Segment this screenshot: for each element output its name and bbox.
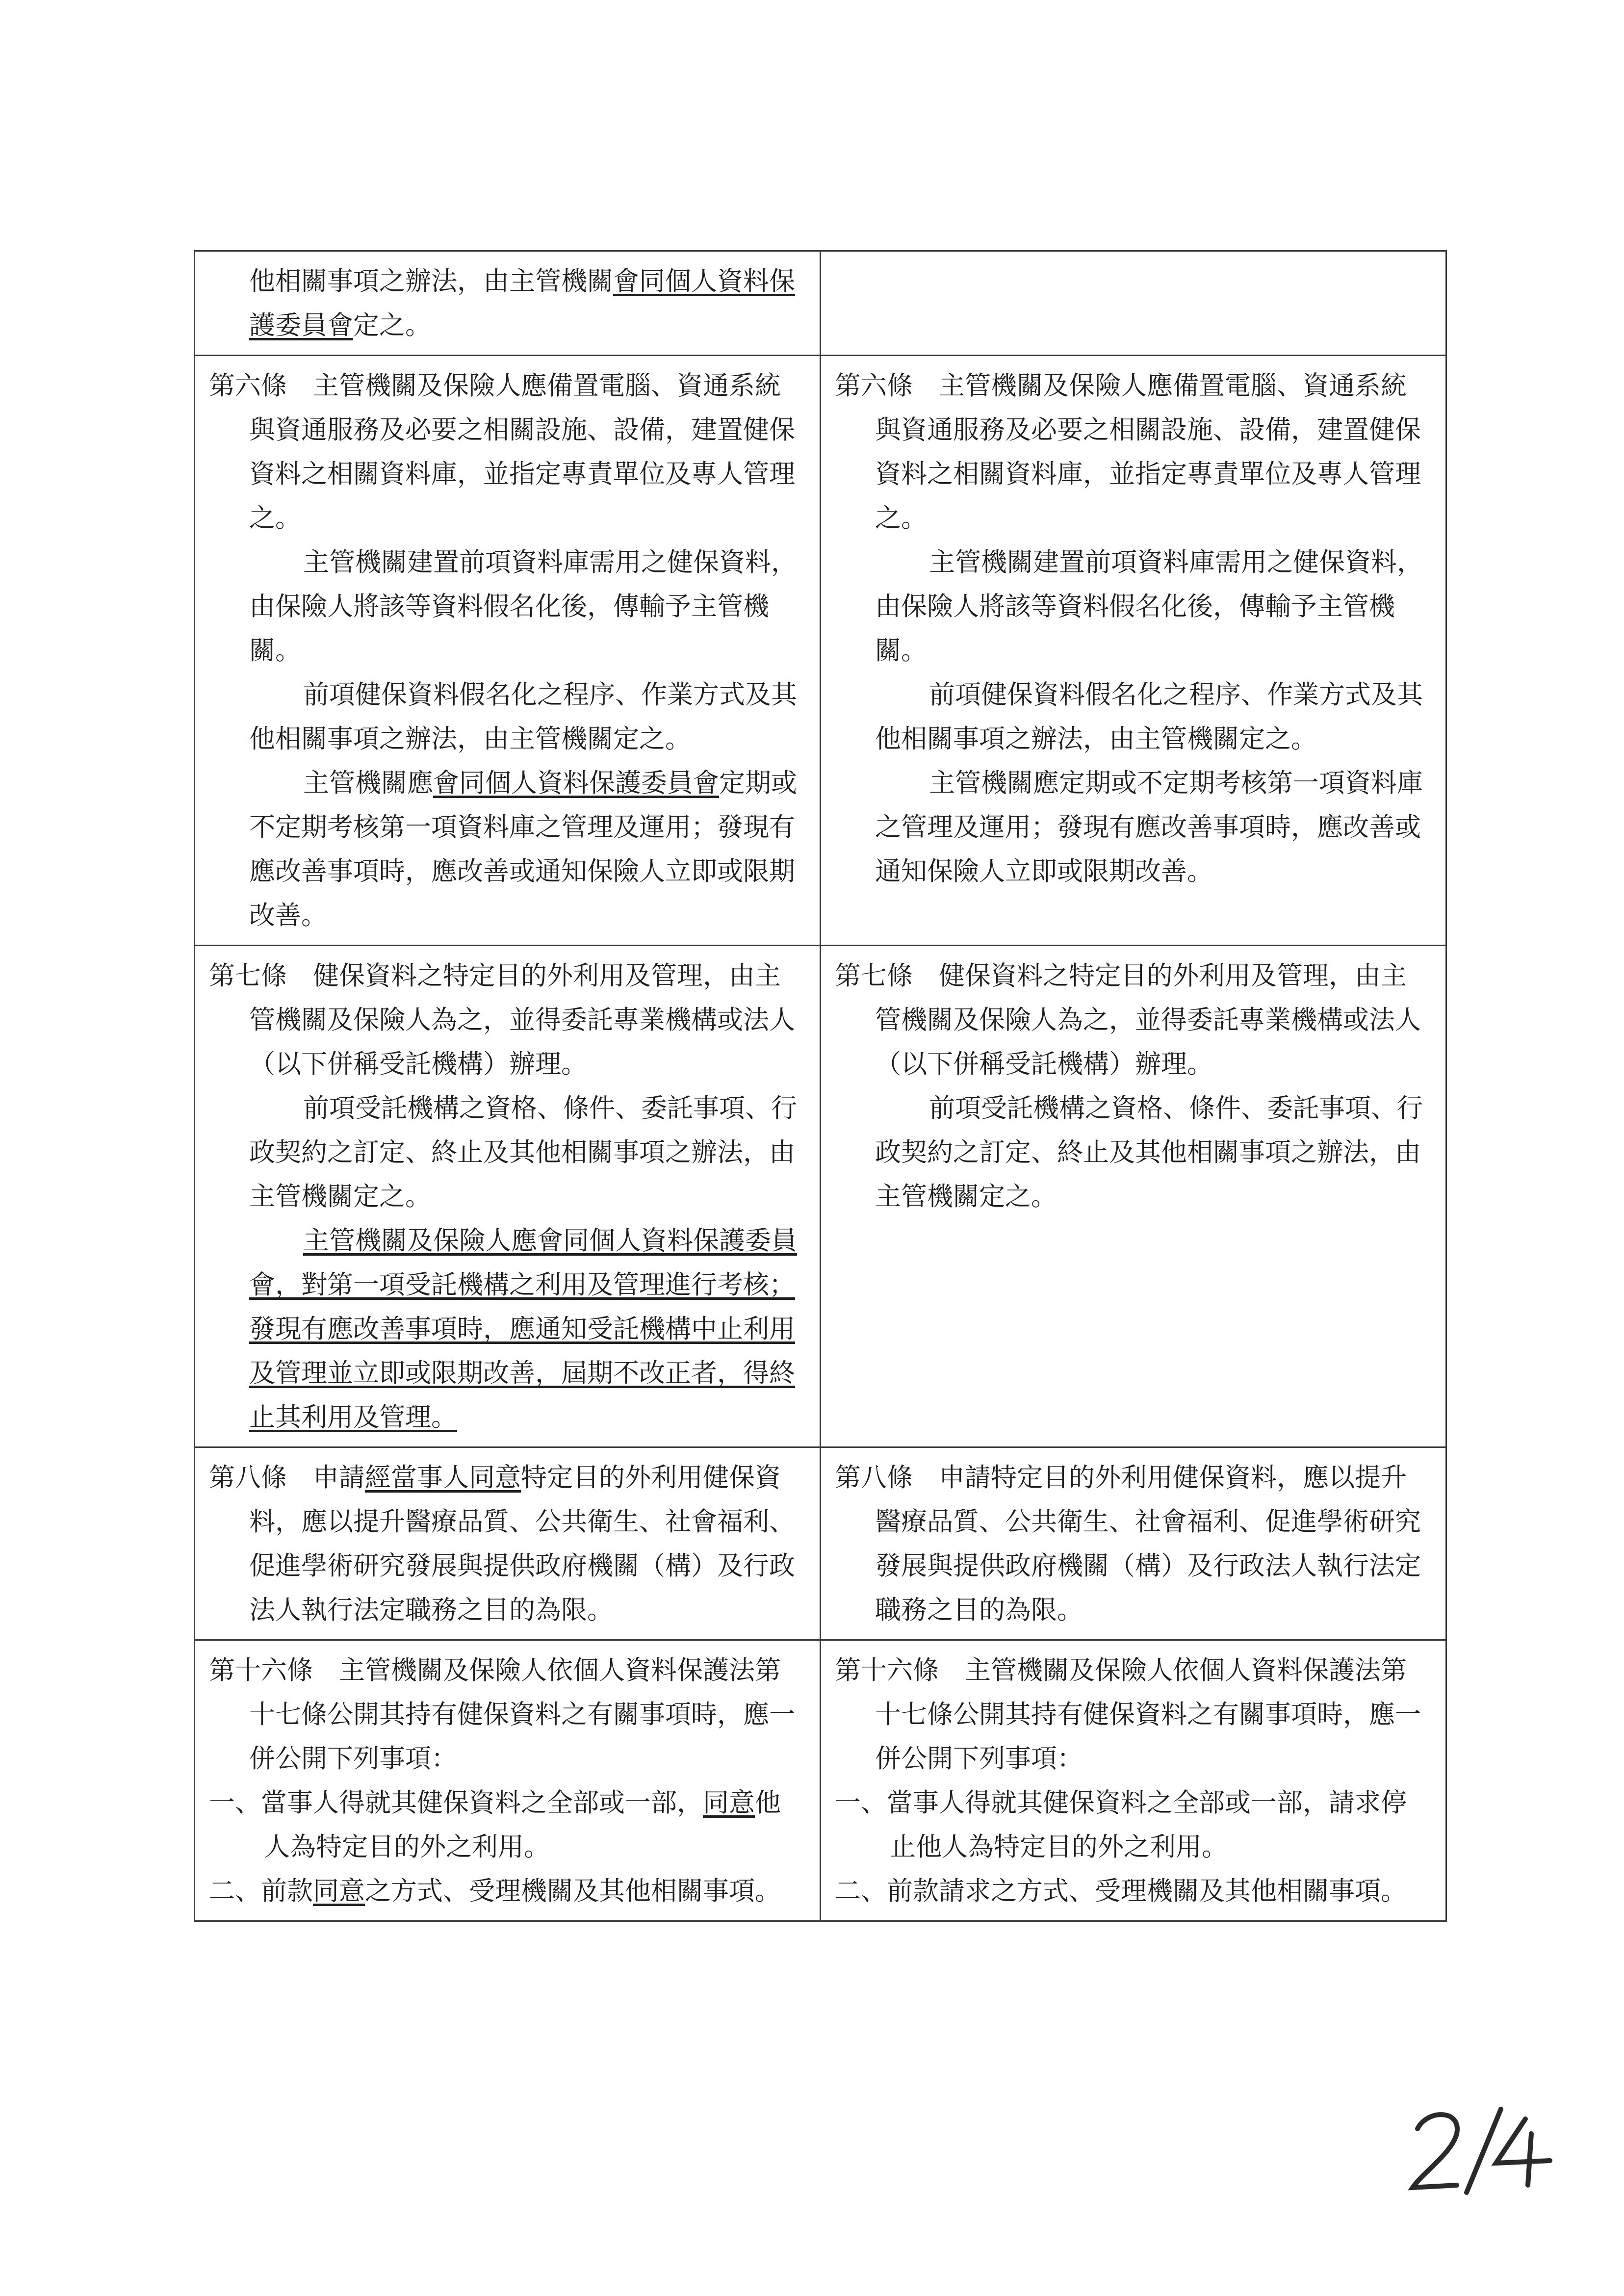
table-row [195, 251, 1446, 356]
handwritten-page-number [1403, 2099, 1560, 2197]
amended-text-cell [195, 356, 821, 946]
paragraph: 主管機關應會同個人資料保護委員會定期或不定期考核第一項資料庫之管理及運用；發現有應改善事項時，應改善或通知保險人立即或限期改善。 [249, 768, 797, 930]
article-heading-paragraph: 第六條 主管機關及保險人應備置電腦、資通系統與資通服務及必要之相關設施、設備，建置健保資料之相關資料庫，並指定專責單位及專人管理之。 [209, 371, 795, 533]
paragraph: 主管機關應定期或不定期考核第一項資料庫之管理及運用；發現有應改善事項時，應改善或通知保險人立即或限期改善。 [875, 768, 1423, 886]
page-number-glyphs [1403, 2099, 1560, 2197]
list-item: 一、當事人得就其健保資料之全部或一部，同意他人為特定目的外之利用。 [209, 1788, 781, 1862]
current-text-cell [821, 251, 1446, 356]
list-item: 一、當事人得就其健保資料之全部或一部，請求停止他人為特定目的外之利用。 [835, 1788, 1407, 1862]
table-row [195, 1640, 1446, 1921]
article-heading-paragraph: 第十六條 主管機關及保險人依個人資料保護法第十七條公開其持有健保資料之有關事項時，應一併公開下列事項： [209, 1655, 795, 1774]
paragraph: 前項健保資料假名化之程序、作業方式及其他相關事項之辦法，由主管機關定之。 [249, 680, 797, 754]
paragraph: 主管機關及保險人應會同個人資料保護委員會，對第一項受託機構之利用及管理進行考核；發現有應改善事項時，應通知受託機構中止利用及管理並立即或限期改善，屆期不改正者，得終止其利用及管理。 [249, 1226, 797, 1432]
table-row [195, 946, 1446, 1447]
amended-text-cell [195, 251, 821, 356]
article-heading-paragraph: 第十六條 主管機關及保險人依個人資料保護法第十七條公開其持有健保資料之有關事項時，應一併公開下列事項： [835, 1655, 1421, 1774]
current-text-cell [821, 1447, 1446, 1640]
list-item: 二、前款請求之方式、受理機關及其他相關事項。 [835, 1876, 1407, 1906]
amended-text-cell [195, 1447, 821, 1640]
amended-text-cell [195, 946, 821, 1447]
paragraph: 主管機關建置前項資料庫需用之健保資料，由保險人將該等資料假名化後，傳輸予主管機關。 [875, 547, 1423, 666]
current-text-cell [821, 1640, 1446, 1921]
article-heading-paragraph: 第八條 申請特定目的外利用健保資料，應以提升醫療品質、公共衛生、社會福利、促進學術研究發展與提供政府機關（構）及行政法人執行法定職務之目的為限。 [835, 1463, 1421, 1625]
table-row [195, 356, 1446, 946]
article-heading-paragraph: 第七條 健保資料之特定目的外利用及管理，由主管機關及保險人為之，並得委託專業機構或法人（以下併稱受託機構）辦理。 [835, 961, 1421, 1079]
article-heading-paragraph: 第六條 主管機關及保險人應備置電腦、資通系統與資通服務及必要之相關設施、設備，建置健保資料之相關資料庫，並指定專責單位及專人管理之。 [835, 371, 1421, 533]
current-text-cell [821, 356, 1446, 946]
article-heading-paragraph: 第八條 申請經當事人同意特定目的外利用健保資料，應以提升醫療品質、公共衛生、社會福利、促進學術研究發展與提供政府機關（構）及行政法人執行法定職務之目的為限。 [209, 1463, 795, 1625]
article-heading-paragraph: 第七條 健保資料之特定目的外利用及管理，由主管機關及保險人為之，並得委託專業機構或法人（以下併稱受託機構）辦理。 [209, 961, 795, 1079]
paragraph: 他相關事項之辦法，由主管機關會同個人資料保護委員會定之。 [249, 266, 795, 340]
comparison-table [194, 250, 1447, 1922]
paragraph: 前項健保資料假名化之程序、作業方式及其他相關事項之辦法，由主管機關定之。 [875, 680, 1423, 754]
paragraph: 前項受託機構之資格、條件、委託事項、行政契約之訂定、終止及其他相關事項之辦法，由主管機關定之。 [249, 1093, 797, 1212]
current-text-cell [821, 946, 1446, 1447]
amended-text-cell [195, 1640, 821, 1921]
paragraph: 前項受託機構之資格、條件、委託事項、行政契約之訂定、終止及其他相關事項之辦法，由主管機關定之。 [875, 1093, 1423, 1212]
table-row [195, 1447, 1446, 1640]
list-item: 二、前款同意之方式、受理機關及其他相關事項。 [209, 1876, 781, 1906]
paragraph: 主管機關建置前項資料庫需用之健保資料，由保險人將該等資料假名化後，傳輸予主管機關。 [249, 547, 797, 666]
